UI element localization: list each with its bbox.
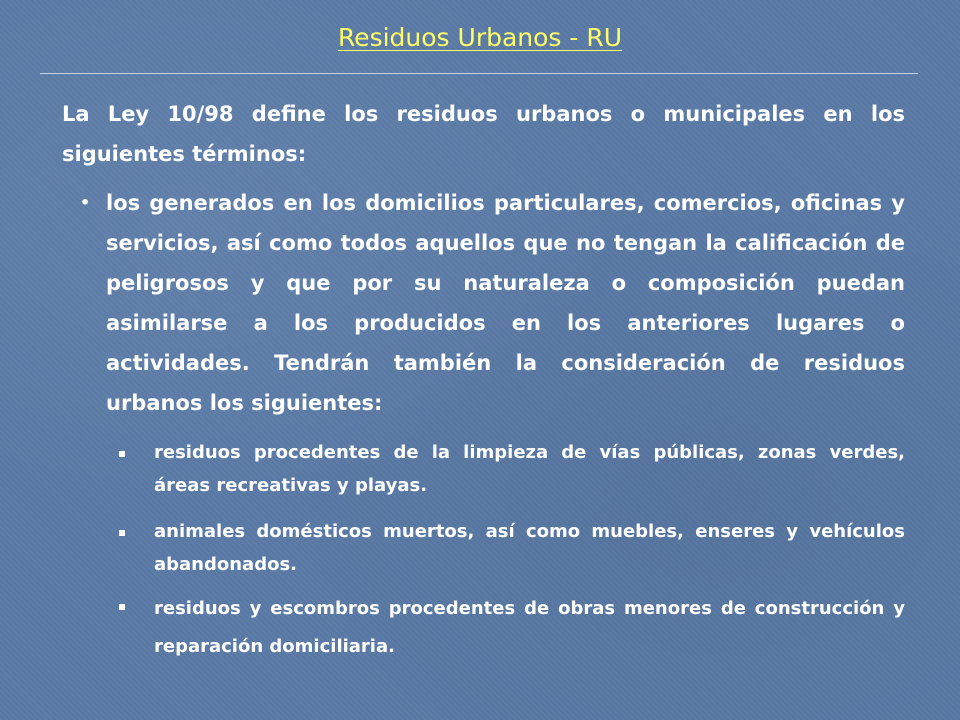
intro-paragraph: La Ley 10/98 define los residuos urbanos o municipales en los siguientes términos: [62, 102, 905, 166]
sub-bullet-item [154, 590, 905, 666]
sub-bullet-text: residuos y escombros procedentes de obras menores de construcción y reparación domiciliaria. [154, 598, 905, 657]
title-divider [40, 73, 918, 74]
sub-bullet-text: residuos procedentes de la limpieza de vías públicas, zonas verdes, áreas recreativas y playas. [154, 442, 905, 496]
square-bullet-icon [119, 604, 125, 610]
bullet-item-text: los generados en los domicilios particulares, comercios, oficinas y servicios, así como todos aquellos que no tengan la calificación de peligrosos y que por su naturaleza o composición puedan asimilarse a los producidos en los anteriores lugares o actividades. Tendrán también la consideración de residuos urbanos los siguientes: [106, 191, 905, 415]
square-bullet-icon [119, 530, 125, 536]
round-bullet-icon: • [80, 193, 91, 212]
sub-bullet-item [154, 515, 905, 581]
slide-title: Residuos Urbanos - RU [337, 23, 623, 52]
square-bullet-icon [119, 451, 125, 457]
sub-bullet-item [154, 436, 905, 502]
bullet-item [80, 183, 905, 423]
sub-bullet-text: animales domésticos muertos, así como muebles, enseres y vehículos abandonados. [154, 521, 905, 575]
